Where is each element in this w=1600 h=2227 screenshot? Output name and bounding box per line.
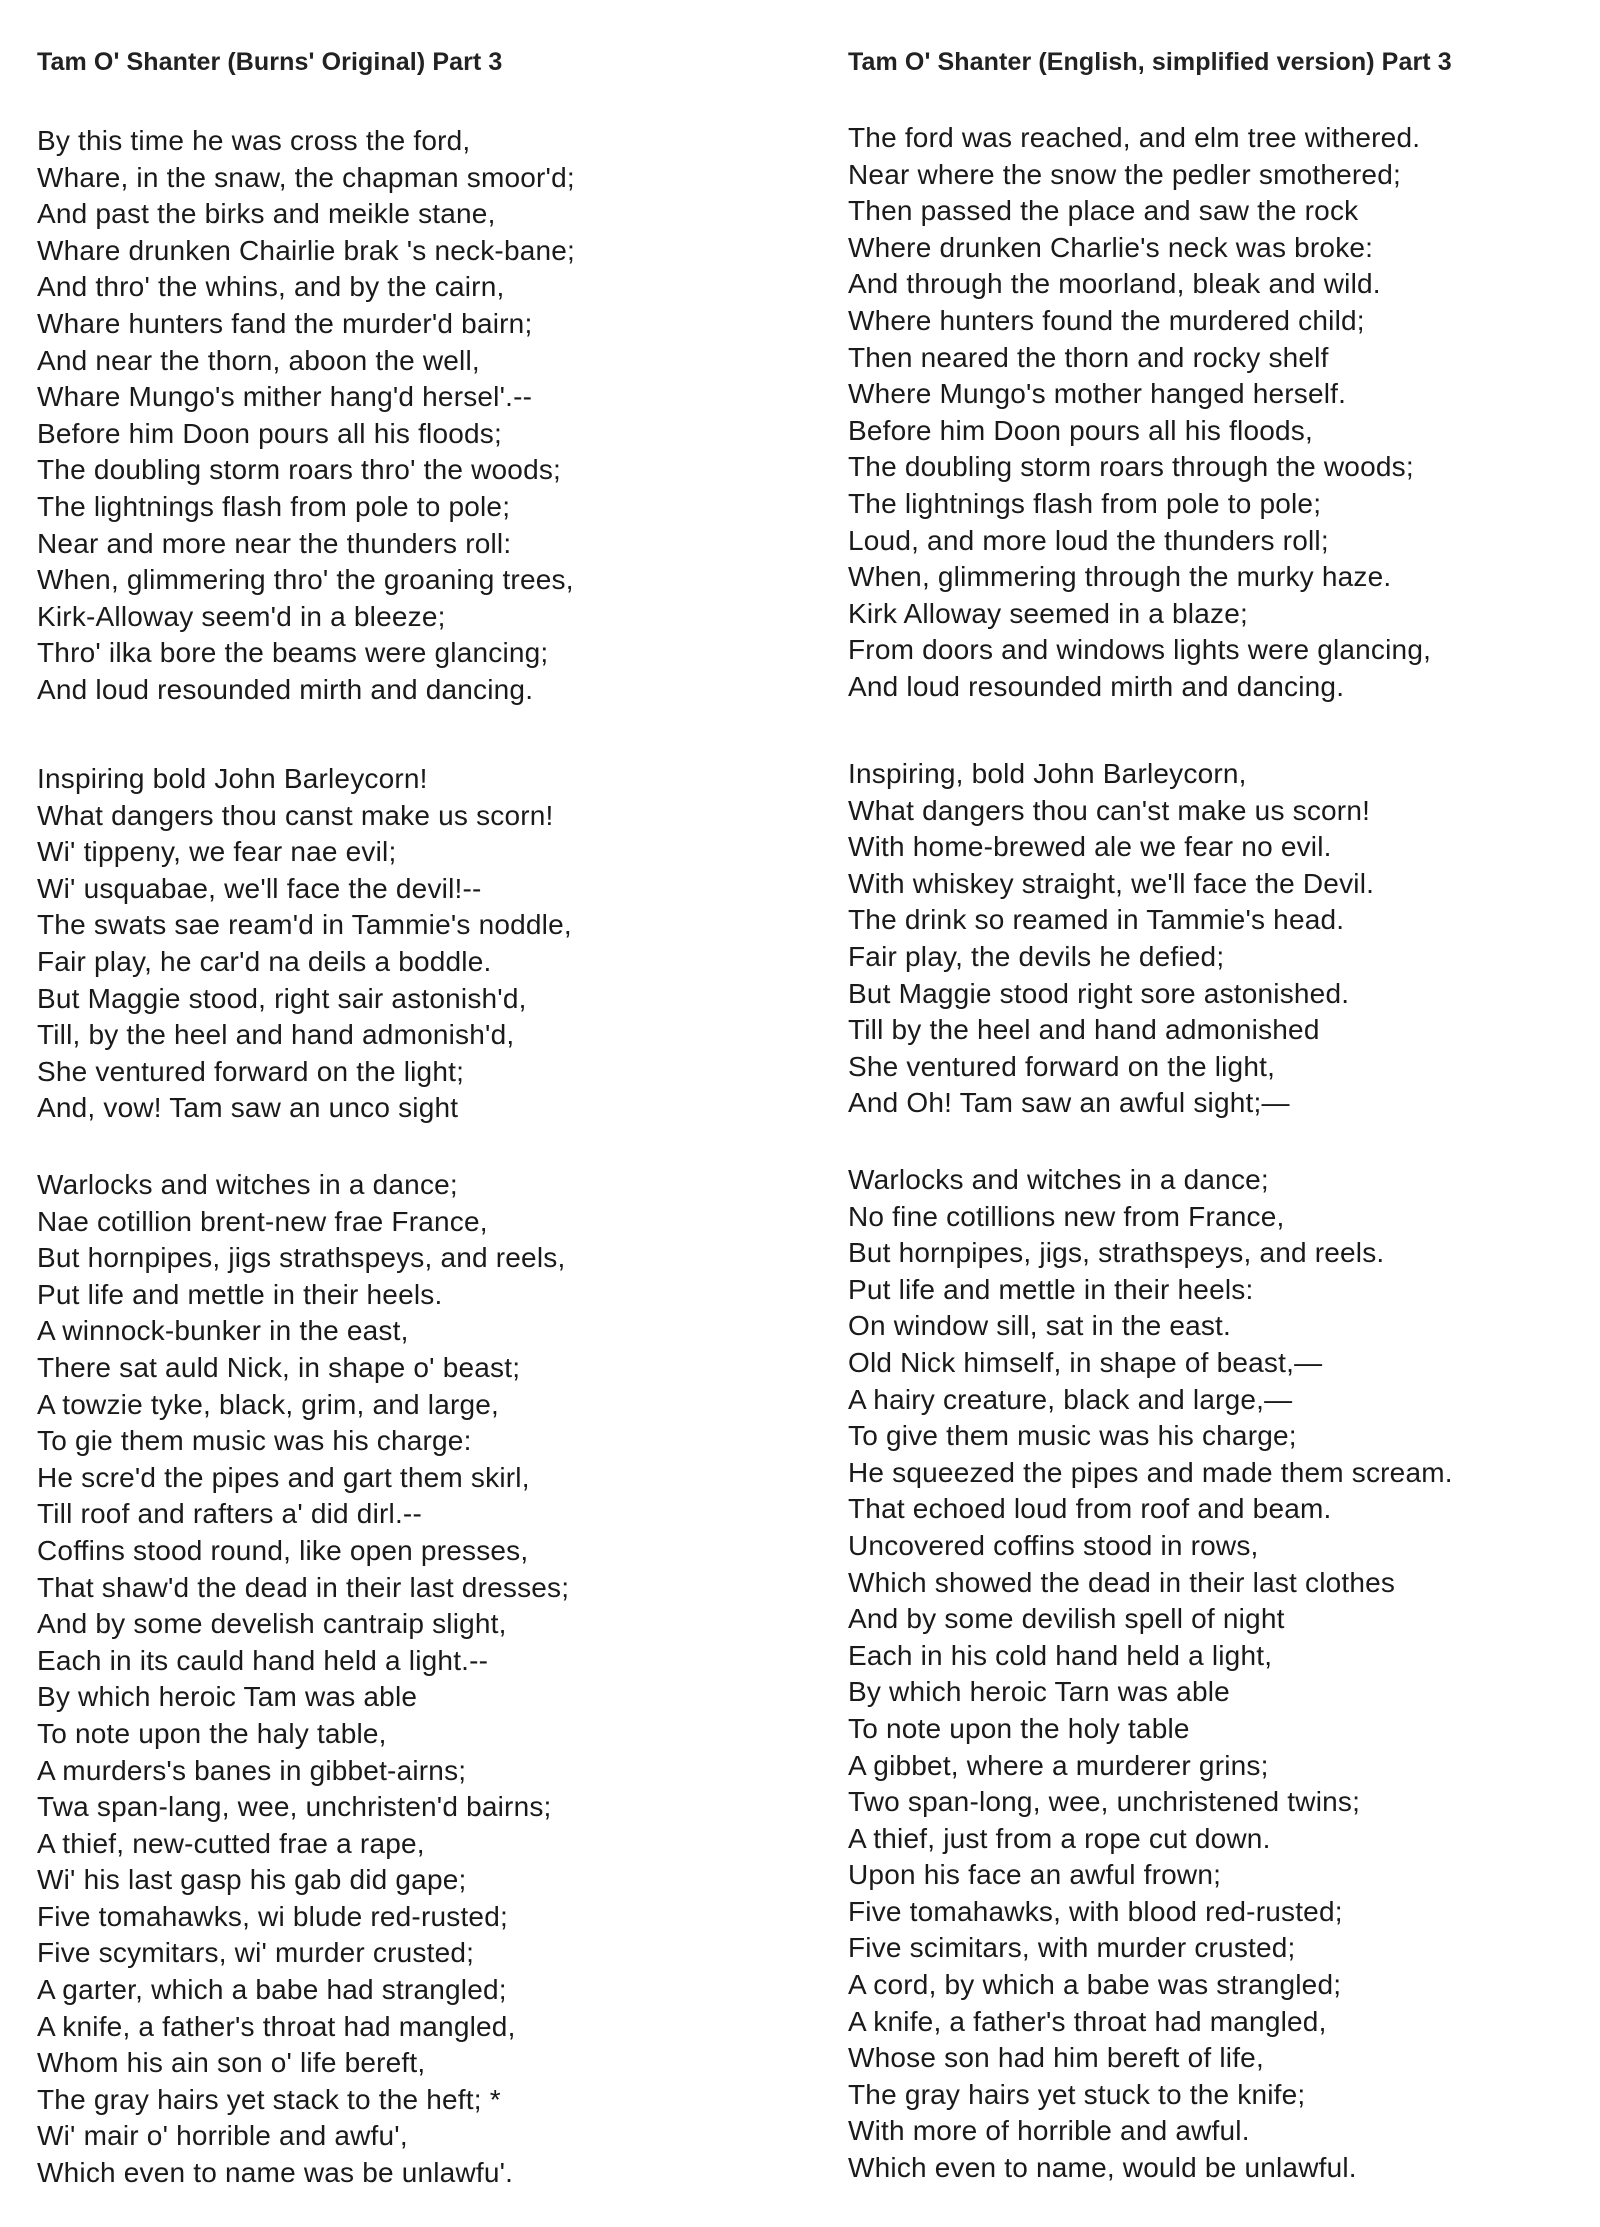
poem-line: But Maggie stood, right sair astonish'd, bbox=[37, 982, 527, 1014]
poem-line: She ventured forward on the light, bbox=[848, 1050, 1276, 1082]
poem-line: By this time he was cross the ford, bbox=[37, 125, 471, 156]
poem-line: Inspiring, bold John Barleycorn, bbox=[848, 758, 1247, 789]
poem-line: And thro' the whins, and by the cairn, bbox=[37, 271, 505, 303]
poem-line: Near where the snow the pedler smothered; bbox=[848, 158, 1401, 190]
poem-line: A gibbet, where a murderer grins; bbox=[848, 1749, 1269, 1781]
poem-line: By which heroic Tarn was able bbox=[848, 1676, 1230, 1708]
poem-line: And loud resounded mirth and dancing. bbox=[848, 670, 1345, 702]
poem-line: Then neared the thorn and rocky shelf bbox=[848, 341, 1329, 373]
poem-line: Two span-long, wee, unchristened twins; bbox=[848, 1786, 1361, 1818]
poem-line: Wi' mair o' horrible and awfu', bbox=[37, 2120, 408, 2152]
poem-line: Which even to name, would be unlawful. bbox=[848, 2152, 1357, 2184]
poem-line: No fine cotillions new from France, bbox=[848, 1200, 1285, 1232]
poem-line: And by some devilish spell of night bbox=[848, 1603, 1285, 1635]
poem-line: The swats sae ream'd in Tammie's noddle, bbox=[37, 909, 572, 941]
original-stanza-2 bbox=[37, 761, 572, 1127]
poem-line: Which showed the dead in their last clothes bbox=[848, 1566, 1396, 1598]
poem-line: A knife, a father's throat had mangled, bbox=[37, 2010, 516, 2042]
poem-line: Whare Mungo's mither hang'd hersel'.-- bbox=[37, 381, 533, 413]
poem-line: Put life and mettle in their heels. bbox=[37, 1278, 443, 1310]
poem-line: And near the thorn, aboon the well, bbox=[37, 344, 480, 376]
poem-line: Where hunters found the murdered child; bbox=[848, 304, 1365, 336]
poem-line: Five tomahawks, wi blude red-rusted; bbox=[37, 1900, 508, 1932]
poem-line: A thief, just from a rope cut down. bbox=[848, 1822, 1271, 1854]
poem-line: But hornpipes, jigs strathspeys, and reels, bbox=[37, 1242, 566, 1274]
poem-line: And Oh! Tam saw an awful sight;— bbox=[848, 1087, 1290, 1119]
poem-line: Before him Doon pours all his floods, bbox=[848, 414, 1313, 446]
poem-line: When, glimmering through the murky haze. bbox=[848, 561, 1392, 593]
poem-line: To note upon the haly table, bbox=[37, 1717, 387, 1749]
poem-line: Kirk Alloway seemed in a blaze; bbox=[848, 597, 1248, 629]
poem-line: To give them music was his charge; bbox=[848, 1420, 1297, 1452]
simplified-poem-title: Tam O' Shanter (English, simplified version) Part 3 bbox=[848, 48, 1452, 76]
poem-line: A towzie tyke, black, grim, and large, bbox=[37, 1388, 500, 1420]
poem-line: Nae cotillion brent-new frae France, bbox=[37, 1205, 488, 1237]
poem-line: Wi' tippeny, we fear nae evil; bbox=[37, 836, 397, 868]
simplified-stanza-2 bbox=[848, 756, 1374, 1122]
poem-line: Kirk-Alloway seem'd in a bleeze; bbox=[37, 600, 446, 632]
poem-line: Before him Doon pours all his floods; bbox=[37, 417, 502, 449]
original-stanza-1 bbox=[37, 123, 575, 709]
poem-line: Each in his cold hand held a light, bbox=[848, 1639, 1273, 1671]
poem-line: A winnock-bunker in the east, bbox=[37, 1315, 409, 1347]
poem-line: A murders's banes in gibbet-airns; bbox=[37, 1754, 467, 1786]
poem-line: Old Nick himself, in shape of beast,— bbox=[848, 1346, 1323, 1378]
poem-line: Thro' ilka bore the beams were glancing; bbox=[37, 637, 549, 669]
poem-line: Till roof and rafters a' did dirl.-- bbox=[37, 1498, 422, 1530]
poem-line: Wi' his last gasp his gab did gape; bbox=[37, 1864, 467, 1896]
poem-line: A knife, a father's throat had mangled, bbox=[848, 2005, 1327, 2037]
poem-line: Upon his face an awful frown; bbox=[848, 1859, 1222, 1891]
poem-line: The lightnings flash from pole to pole; bbox=[848, 487, 1322, 519]
poem-line: That echoed loud from roof and beam. bbox=[848, 1493, 1332, 1525]
poem-line: When, glimmering thro' the groaning trees, bbox=[37, 564, 574, 596]
poem-line: A cord, by which a babe was strangled; bbox=[848, 1969, 1342, 2001]
simplified-stanza-3 bbox=[848, 1162, 1453, 2187]
poem-line: To note upon the holy table bbox=[848, 1712, 1190, 1744]
poem-line: Loud, and more loud the thunders roll; bbox=[848, 524, 1329, 556]
poem-line: But Maggie stood right sore astonished. bbox=[848, 977, 1350, 1009]
poem-line: The drink so reamed in Tammie's head. bbox=[848, 904, 1345, 936]
poem-line: And loud resounded mirth and dancing. bbox=[37, 673, 534, 705]
poem-line: Fair play, the devils he defied; bbox=[848, 940, 1225, 972]
poem-line: And through the moorland, bleak and wild. bbox=[848, 268, 1381, 300]
poem-line: Near and more near the thunders roll: bbox=[37, 527, 512, 559]
poem-line: Whare hunters fand the murder'd bairn; bbox=[37, 307, 533, 339]
poem-line: He scre'd the pipes and gart them skirl, bbox=[37, 1461, 530, 1493]
poem-line: That shaw'd the dead in their last dresses; bbox=[37, 1571, 570, 1603]
poem-line: Till, by the heel and hand admonish'd, bbox=[37, 1019, 515, 1051]
poem-line: There sat auld Nick, in shape o' beast; bbox=[37, 1351, 521, 1383]
poem-line: Which even to name was be unlawfu'. bbox=[37, 2157, 514, 2189]
poem-line: And by some develish cantraip slight, bbox=[37, 1608, 507, 1640]
poem-line: With whiskey straight, we'll face the Devil. bbox=[848, 867, 1375, 899]
poem-line: Five scimitars, with murder crusted; bbox=[848, 1932, 1296, 1964]
poem-line: The doubling storm roars through the woods; bbox=[848, 451, 1414, 483]
poem-line: What dangers thou canst make us scorn! bbox=[37, 799, 554, 831]
poem-line: And past the birks and meikle stane, bbox=[37, 198, 496, 230]
poem-line: Warlocks and witches in a dance; bbox=[37, 1169, 458, 1200]
poem-line: The gray hairs yet stuck to the knife; bbox=[848, 2078, 1306, 2110]
poem-line: Twa span-lang, wee, unchristen'd bairns; bbox=[37, 1791, 552, 1823]
poem-line: Where Mungo's mother hanged herself. bbox=[848, 378, 1347, 410]
poem-line: Whare, in the snaw, the chapman smoor'd; bbox=[37, 161, 575, 193]
poem-line: Each in its cauld hand held a light.-- bbox=[37, 1644, 489, 1676]
simplified-stanza-1 bbox=[848, 120, 1431, 706]
poem-line: Till by the heel and hand admonished bbox=[848, 1014, 1320, 1046]
poem-line: What dangers thou can'st make us scorn! bbox=[848, 794, 1371, 826]
poem-line: Inspiring bold John Barleycorn! bbox=[37, 763, 428, 794]
poem-line: With home-brewed ale we fear no evil. bbox=[848, 831, 1332, 863]
poem-line: Warlocks and witches in a dance; bbox=[848, 1164, 1269, 1195]
poem-line: From doors and windows lights were glancing, bbox=[848, 634, 1432, 666]
poem-line: The ford was reached, and elm tree withered. bbox=[848, 122, 1421, 153]
poem-line: The gray hairs yet stack to the heft; * bbox=[37, 2083, 501, 2115]
poem-line: Put life and mettle in their heels: bbox=[848, 1273, 1254, 1305]
poem-line: But hornpipes, jigs, strathspeys, and reels. bbox=[848, 1237, 1385, 1269]
original-poem-title: Tam O' Shanter (Burns' Original) Part 3 bbox=[37, 48, 503, 76]
poem-line: Wi' usquabae, we'll face the devil!-- bbox=[37, 872, 482, 904]
poem-line: The doubling storm roars thro' the woods; bbox=[37, 454, 562, 486]
poem-line: To gie them music was his charge: bbox=[37, 1425, 472, 1457]
poem-line: She ventured forward on the light; bbox=[37, 1055, 465, 1087]
poem-line: Whom his ain son o' life bereft, bbox=[37, 2047, 426, 2079]
poem-line: Uncovered coffins stood in rows, bbox=[848, 1529, 1259, 1561]
poem-line: And, vow! Tam saw an unco sight bbox=[37, 1092, 459, 1124]
poem-line: The lightnings flash from pole to pole; bbox=[37, 490, 511, 522]
poem-line: Five scymitars, wi' murder crusted; bbox=[37, 1937, 475, 1969]
original-stanza-3 bbox=[37, 1167, 569, 2192]
poem-line: With more of horrible and awful. bbox=[848, 2115, 1250, 2147]
poem-line: A hairy creature, black and large,— bbox=[848, 1383, 1293, 1415]
poem-line: Then passed the place and saw the rock bbox=[848, 195, 1359, 227]
poem-line: Whare drunken Chairlie brak 's neck-bane; bbox=[37, 234, 576, 266]
poem-line: On window sill, sat in the east. bbox=[848, 1310, 1232, 1342]
poem-line: A thief, new-cutted frae a rape, bbox=[37, 1827, 425, 1859]
poem-line: Fair play, he car'd na deils a boddle. bbox=[37, 945, 492, 977]
poem-line: Five tomahawks, with blood red-rusted; bbox=[848, 1895, 1343, 1927]
poem-line: Whose son had him bereft of life, bbox=[848, 2042, 1264, 2074]
poem-line: A garter, which a babe had strangled; bbox=[37, 1974, 507, 2006]
poem-line: By which heroic Tam was able bbox=[37, 1681, 418, 1713]
poem-line: Where drunken Charlie's neck was broke: bbox=[848, 231, 1374, 263]
poem-line: Coffins stood round, like open presses, bbox=[37, 1534, 529, 1566]
poem-line: He squeezed the pipes and made them scream. bbox=[848, 1456, 1453, 1488]
